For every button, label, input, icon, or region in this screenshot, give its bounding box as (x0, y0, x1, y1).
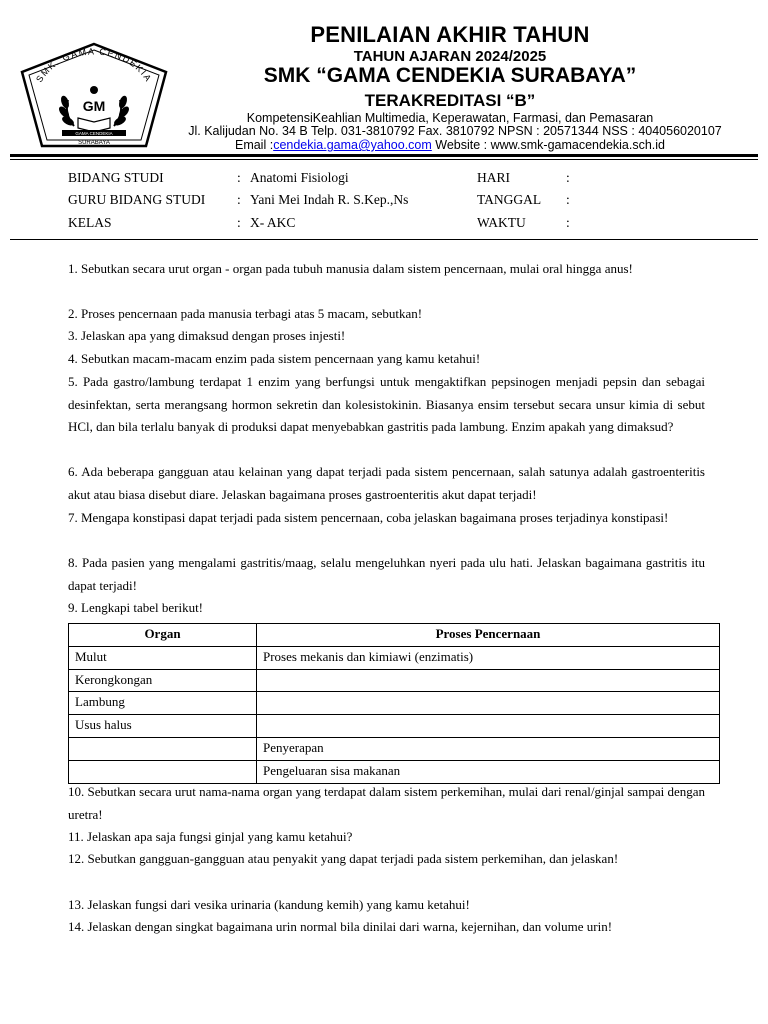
table-cell-organ: Lambung (69, 692, 257, 715)
question-8: 8. Pada pasien yang mengalami gastritis/maag, selalu mengeluhkan nyeri pada ulu hati. Jelaskan bagaimana gastritis itu dapat terjadi! (68, 555, 705, 593)
exam-title: PENILAIAN AKHIR TAHUN (310, 22, 590, 47)
subject-label: BIDANG STUDI (68, 170, 164, 185)
class-label: KELAS (68, 215, 112, 230)
teacher-value: Yani Mei Indah R. S.Kep.,Ns (250, 192, 409, 207)
date-label: TANGGAL (477, 192, 542, 207)
subject-colon: : (237, 170, 241, 185)
school-logo (18, 38, 170, 150)
question-13: 13. Jelaskan fungsi dari vesika urinaria (kandung kemih) yang kamu ketahui! (68, 897, 470, 912)
date-colon: : (566, 192, 570, 207)
website-text: Website : www.smk-gamacendekia.sch.id (431, 138, 666, 152)
time-label: WAKTU (477, 215, 526, 230)
logo-star (90, 86, 98, 94)
question-3: 3. Jelaskan apa yang dimaksud dengan proses injesti! (68, 328, 346, 343)
logo-city-text: SURABAYA (78, 140, 110, 146)
digestion-table (68, 623, 720, 784)
table-header-organ: Organ (69, 624, 257, 647)
academic-year: TAHUN AJARAN 2024/2025 (353, 48, 547, 65)
subject-value: Anatomi Fisiologi (250, 170, 349, 185)
header-divider-thin (10, 159, 758, 160)
question-2: 2. Proses pencernaan pada manusia terbagi atas 5 macam, sebutkan! (68, 306, 423, 321)
table-row (69, 715, 720, 738)
header-divider-thick (10, 154, 758, 157)
question-9: 9. Lengkapi tabel berikut! (68, 600, 204, 615)
time-colon: : (566, 215, 570, 230)
teacher-label: GURU BIDANG STUDI (68, 192, 206, 207)
school-name: SMK “GAMA CENDEKIA SURABAYA” (263, 64, 637, 87)
table-row (69, 760, 720, 783)
school-address: Jl. Kalijudan No. 34 B Telp. 031-3810792 Fax. 3810792 NPSN : 20571344 NSS : 404056020107 (188, 124, 722, 138)
accreditation: TERAKREDITASI “B” (364, 91, 536, 110)
question-10: 10. Sebutkan secara urut nama-nama organ yang terdapat dalam sistem perkemihan, mulai dari renal/ginjal sampai dengan uretra! (68, 784, 705, 822)
email-link[interactable]: cendekia.gama@yahoo.com (273, 138, 432, 152)
info-divider (10, 239, 758, 240)
table-cell-process: Penyerapan (257, 737, 720, 760)
question-12: 12. Sebutkan gangguan-gangguan atau penyakit yang dapat terjadi pada sistem perkemihan, dan jelaskan! (68, 851, 619, 866)
contact-line (160, 138, 740, 152)
class-value: X- AKC (250, 215, 296, 230)
question-4: 4. Sebutkan macam-macam enzim pada sistem pencernaan yang kamu ketahui! (68, 351, 481, 366)
table-row (69, 692, 720, 715)
logo-initials: GM (82, 98, 106, 114)
day-colon: : (566, 170, 570, 185)
competencies: KompetensiKeahlian Multimedia, Keperawatan, Farmasi, dan Pemasaran (246, 111, 654, 125)
class-colon: : (237, 215, 241, 230)
table-cell-process: Proses mekanis dan kimiawi (enzimatis) (257, 646, 720, 669)
table-cell-process (257, 715, 720, 738)
question-5: 5. Pada gastro/lambung terdapat 1 enzim yang berfungsi untuk mengaktifkan pepsinogen menjadi pepsin dan sebagai desinfektan, serta merangsang hormon sekretin dan kolesistokinin. Biasanya ensim tersebut secara unsur kimia di sebut HCl, dan bila terlalu banyak di produksi dapat menyebabkan gastritis pada lambung. Enzim apakah yang dimaksud? (68, 374, 705, 435)
table-cell-organ (69, 737, 257, 760)
table-cell-organ: Mulut (69, 646, 257, 669)
question-7: 7. Mengapa konstipasi dapat terjadi pada sistem pencernaan, coba jelaskan bagaimana proses terjadinya konstipasi! (68, 510, 669, 525)
table-cell-process: Pengeluaran sisa makanan (257, 760, 720, 783)
table-cell-process (257, 669, 720, 692)
teacher-colon: : (237, 192, 241, 207)
question-1: 1. Sebutkan secara urut organ - organ pada tubuh manusia dalam sistem pencernaan, mulai oral hingga anus! (68, 261, 633, 276)
email-label: Email : (234, 138, 274, 152)
question-14: 14. Jelaskan dengan singkat bagaimana urin normal bila dinilai dari warna, kejernihan, dan volume urin! (68, 919, 613, 934)
table-header-row (69, 624, 720, 647)
logo-banner-text: GAMA CENDEKIA (75, 131, 113, 136)
table-cell-organ: Kerongkongan (69, 669, 257, 692)
question-11: 11. Jelaskan apa saja fungsi ginjal yang kamu ketahui? (68, 829, 353, 844)
table-row (69, 669, 720, 692)
table-row (69, 646, 720, 669)
table-cell-organ (69, 760, 257, 783)
table-cell-process (257, 692, 720, 715)
table-cell-organ: Usus halus (69, 715, 257, 738)
logo-arc-text: SMK. GAMA CENDEKIA (34, 46, 154, 85)
table-header-process: Proses Pencernaan (257, 624, 720, 647)
day-label: HARI (477, 170, 510, 185)
question-6: 6. Ada beberapa gangguan atau kelainan yang dapat terjadi pada sistem pencernaan, salah satunya adalah gastroenteritis akut atau biasa disebut diare. Jelaskan bagaimana proses gastroenteritis akut dapat terjadi! (68, 464, 705, 502)
table-row (69, 737, 720, 760)
